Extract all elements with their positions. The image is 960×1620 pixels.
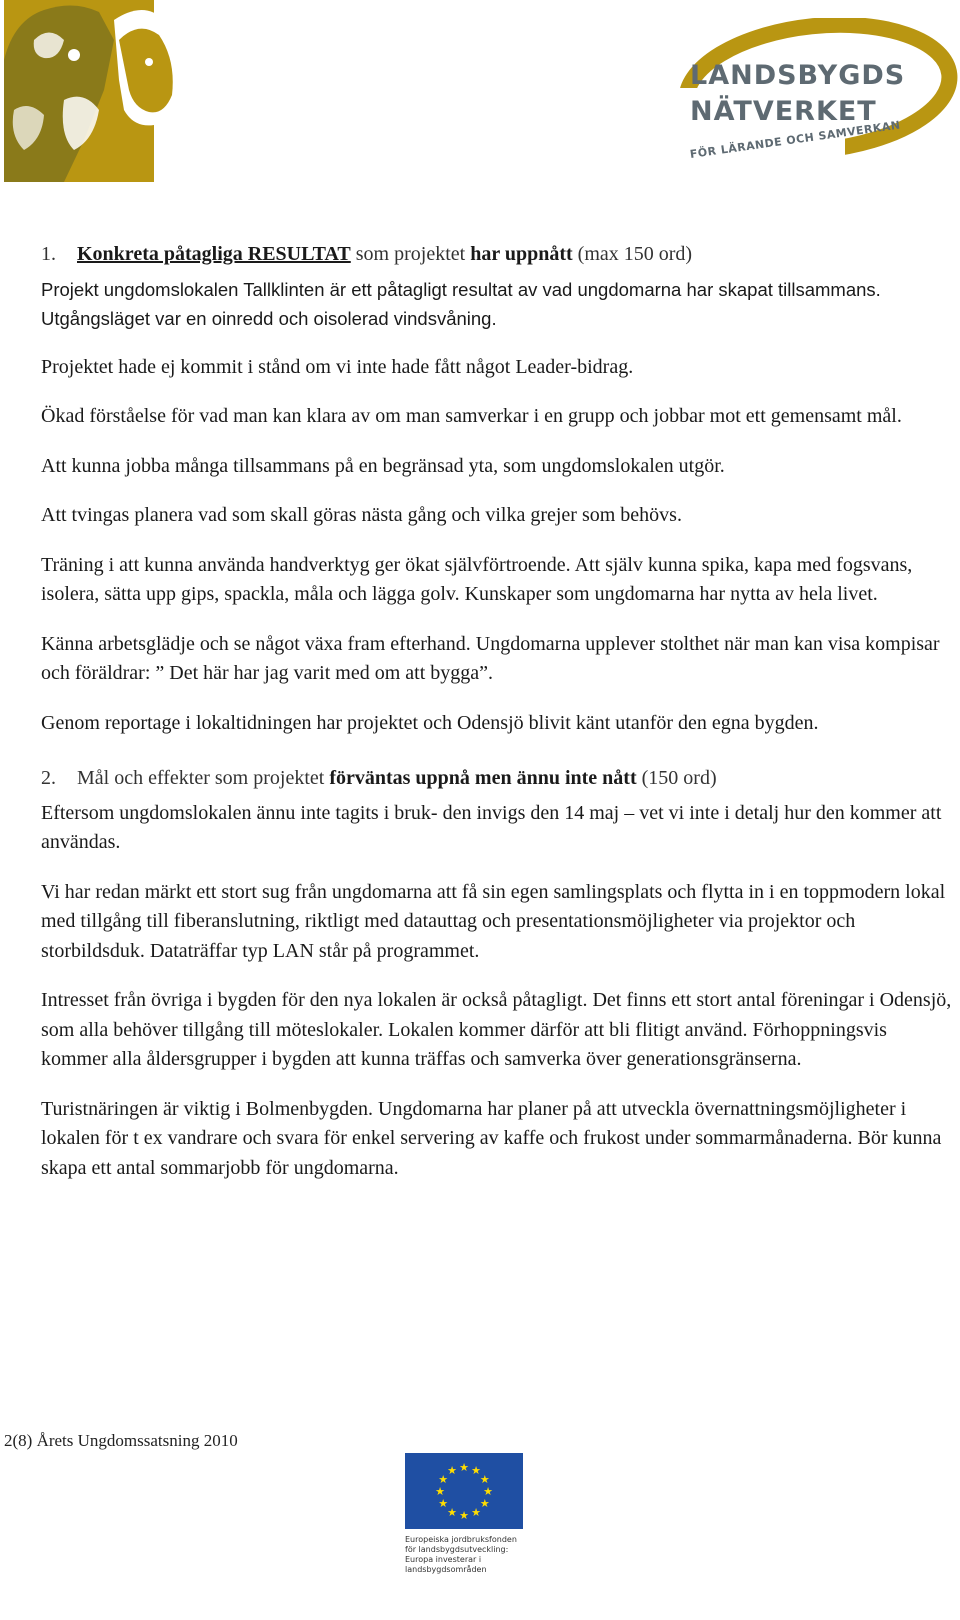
eu-star-icon: ★ [479, 1474, 490, 1486]
document-body [41, 240, 956, 1203]
eu-star-icon: ★ [438, 1474, 449, 1486]
eu-star-icon: ★ [471, 1465, 481, 1478]
eu-star-icon: ★ [438, 1498, 449, 1510]
section-2-number: 2. [41, 767, 56, 789]
section-1-title-mid: som projektet [350, 243, 471, 265]
section-1-title-bold: har uppnått [470, 243, 573, 265]
logo-tagline: FÖR LÄRANDE OCH SAMVERKAN [689, 118, 902, 161]
eu-flag-icon [405, 1453, 523, 1529]
paragraph: Turistnäringen är viktig i Bolmenbygden. Ungdomarna har planer på att utveckla övernattningsmöjligheter i lokalen för t ex vandrare och svara för enkel servering av kaffe och frukost under sommarmånaderna. Bör kunna skapa ett antal sommarjobb för ungdomarna. [41, 1097, 942, 1179]
paragraph: Eftersom ungdomslokalen ännu inte tagits i bruk- den invigs den 14 maj – vet vi inte i detalj hur den kommer att användas. [41, 801, 942, 853]
eu-star-icon: ★ [447, 1506, 457, 1519]
section-1-heading [41, 240, 956, 270]
paragraph: Genom reportage i lokaltidningen har projektet och Odensjö blivit känt utanför den egna bygden. [41, 711, 819, 734]
section-1-title-underlined: Konkreta påtagliga RESULTAT [77, 243, 351, 265]
section-2-title-bold: förväntas uppnå men ännu inte nått [329, 767, 637, 789]
paragraph: Känna arbetsglädje och se något växa fram efterhand. Ungdomarna upplever stolthet när man kan visa kompisar och föräldrar: ” Det här har jag varit med om att bygga”. [41, 632, 940, 684]
eu-star-icon: ★ [459, 1510, 469, 1522]
paragraph: Att kunna jobba många tillsammans på en begränsad yta, som ungdomslokalen utgör. [41, 454, 725, 477]
eu-star-icon: ★ [459, 1462, 469, 1474]
section-1-title-end: (max 150 ord) [572, 243, 693, 265]
paragraph: Projekt ungdomslokalen Tallklinten är ett påtagligt resultat av vad ungdomarna har skapat tillsammans. Utgångsläget var en oinredd och oisolerad vindsvåning. [41, 278, 881, 329]
section-1-number: 1. [41, 243, 56, 265]
paragraph: Projektet hade ej kommit i stånd om vi inte hade fått något Leader-bidrag. [41, 355, 634, 378]
paragraph: Vi har redan märkt ett stort sug från ungdomarna att få sin egen samlingsplats och flytta in i en toppmodern lokal med tillgång till fiberanslutning, riktligt med datauttag och presentationsmöjligheter via projektor och storbildsduk. Dataträffar typ LAN står på programmet. [41, 880, 946, 962]
logo-word-2: NÄTVERKET [690, 96, 877, 127]
eu-star-icon: ★ [483, 1486, 493, 1498]
eu-star-icon: ★ [479, 1498, 490, 1510]
eu-logo [405, 1453, 523, 1575]
eu-star-icon: ★ [471, 1506, 481, 1519]
paragraph: Intresset från övriga i bygden för den nya lokalen är också påtagligt. Det finns ett stort antal föreningar i Odensjö, som alla behöver tillgång till möteslokaler. Lokalen kommer därför att bli flitigt använd. Förhoppningsvis kommer alla åldersgrupper i bygden att kunna träffas och samverka över generationsgränserna. [41, 989, 952, 1070]
sheep-logo [4, 0, 184, 186]
section-2-title-start: Mål och effekter som projektet [77, 767, 330, 789]
landsbygdsnatverket-logo [670, 18, 960, 188]
section-2-title-end: (150 ord) [636, 767, 717, 789]
paragraph: Träning i att kunna använda handverktyg ger ökat självförtroende. Att själv kunna spika, kapa med fogsvans, isolera, sätta upp gips, spackla, måla och lägga golv. Kunskaper som ungdomarna har nytta av hela livet. [41, 553, 913, 605]
paragraph: Att tvingas planera vad som skall göras nästa gång och vilka grejer som behövs. [41, 504, 682, 526]
logo-word-1: LANDSBYGDS [690, 60, 906, 91]
section-2-heading [41, 764, 956, 794]
eu-star-icon: ★ [447, 1465, 457, 1478]
eu-star-icon: ★ [435, 1486, 445, 1498]
eu-caption: Europeiska jordbruksfonden för landsbygdsutveckling: Europa investerar i landsbygdsområden [405, 1535, 517, 1574]
paragraph: Ökad förståelse för vad man kan klara av om man samverkar i en grupp och jobbar mot ett gemensamt mål. [41, 405, 902, 427]
page-footer: 2(8) Årets Ungdomssatsning 2010 [4, 1431, 238, 1450]
